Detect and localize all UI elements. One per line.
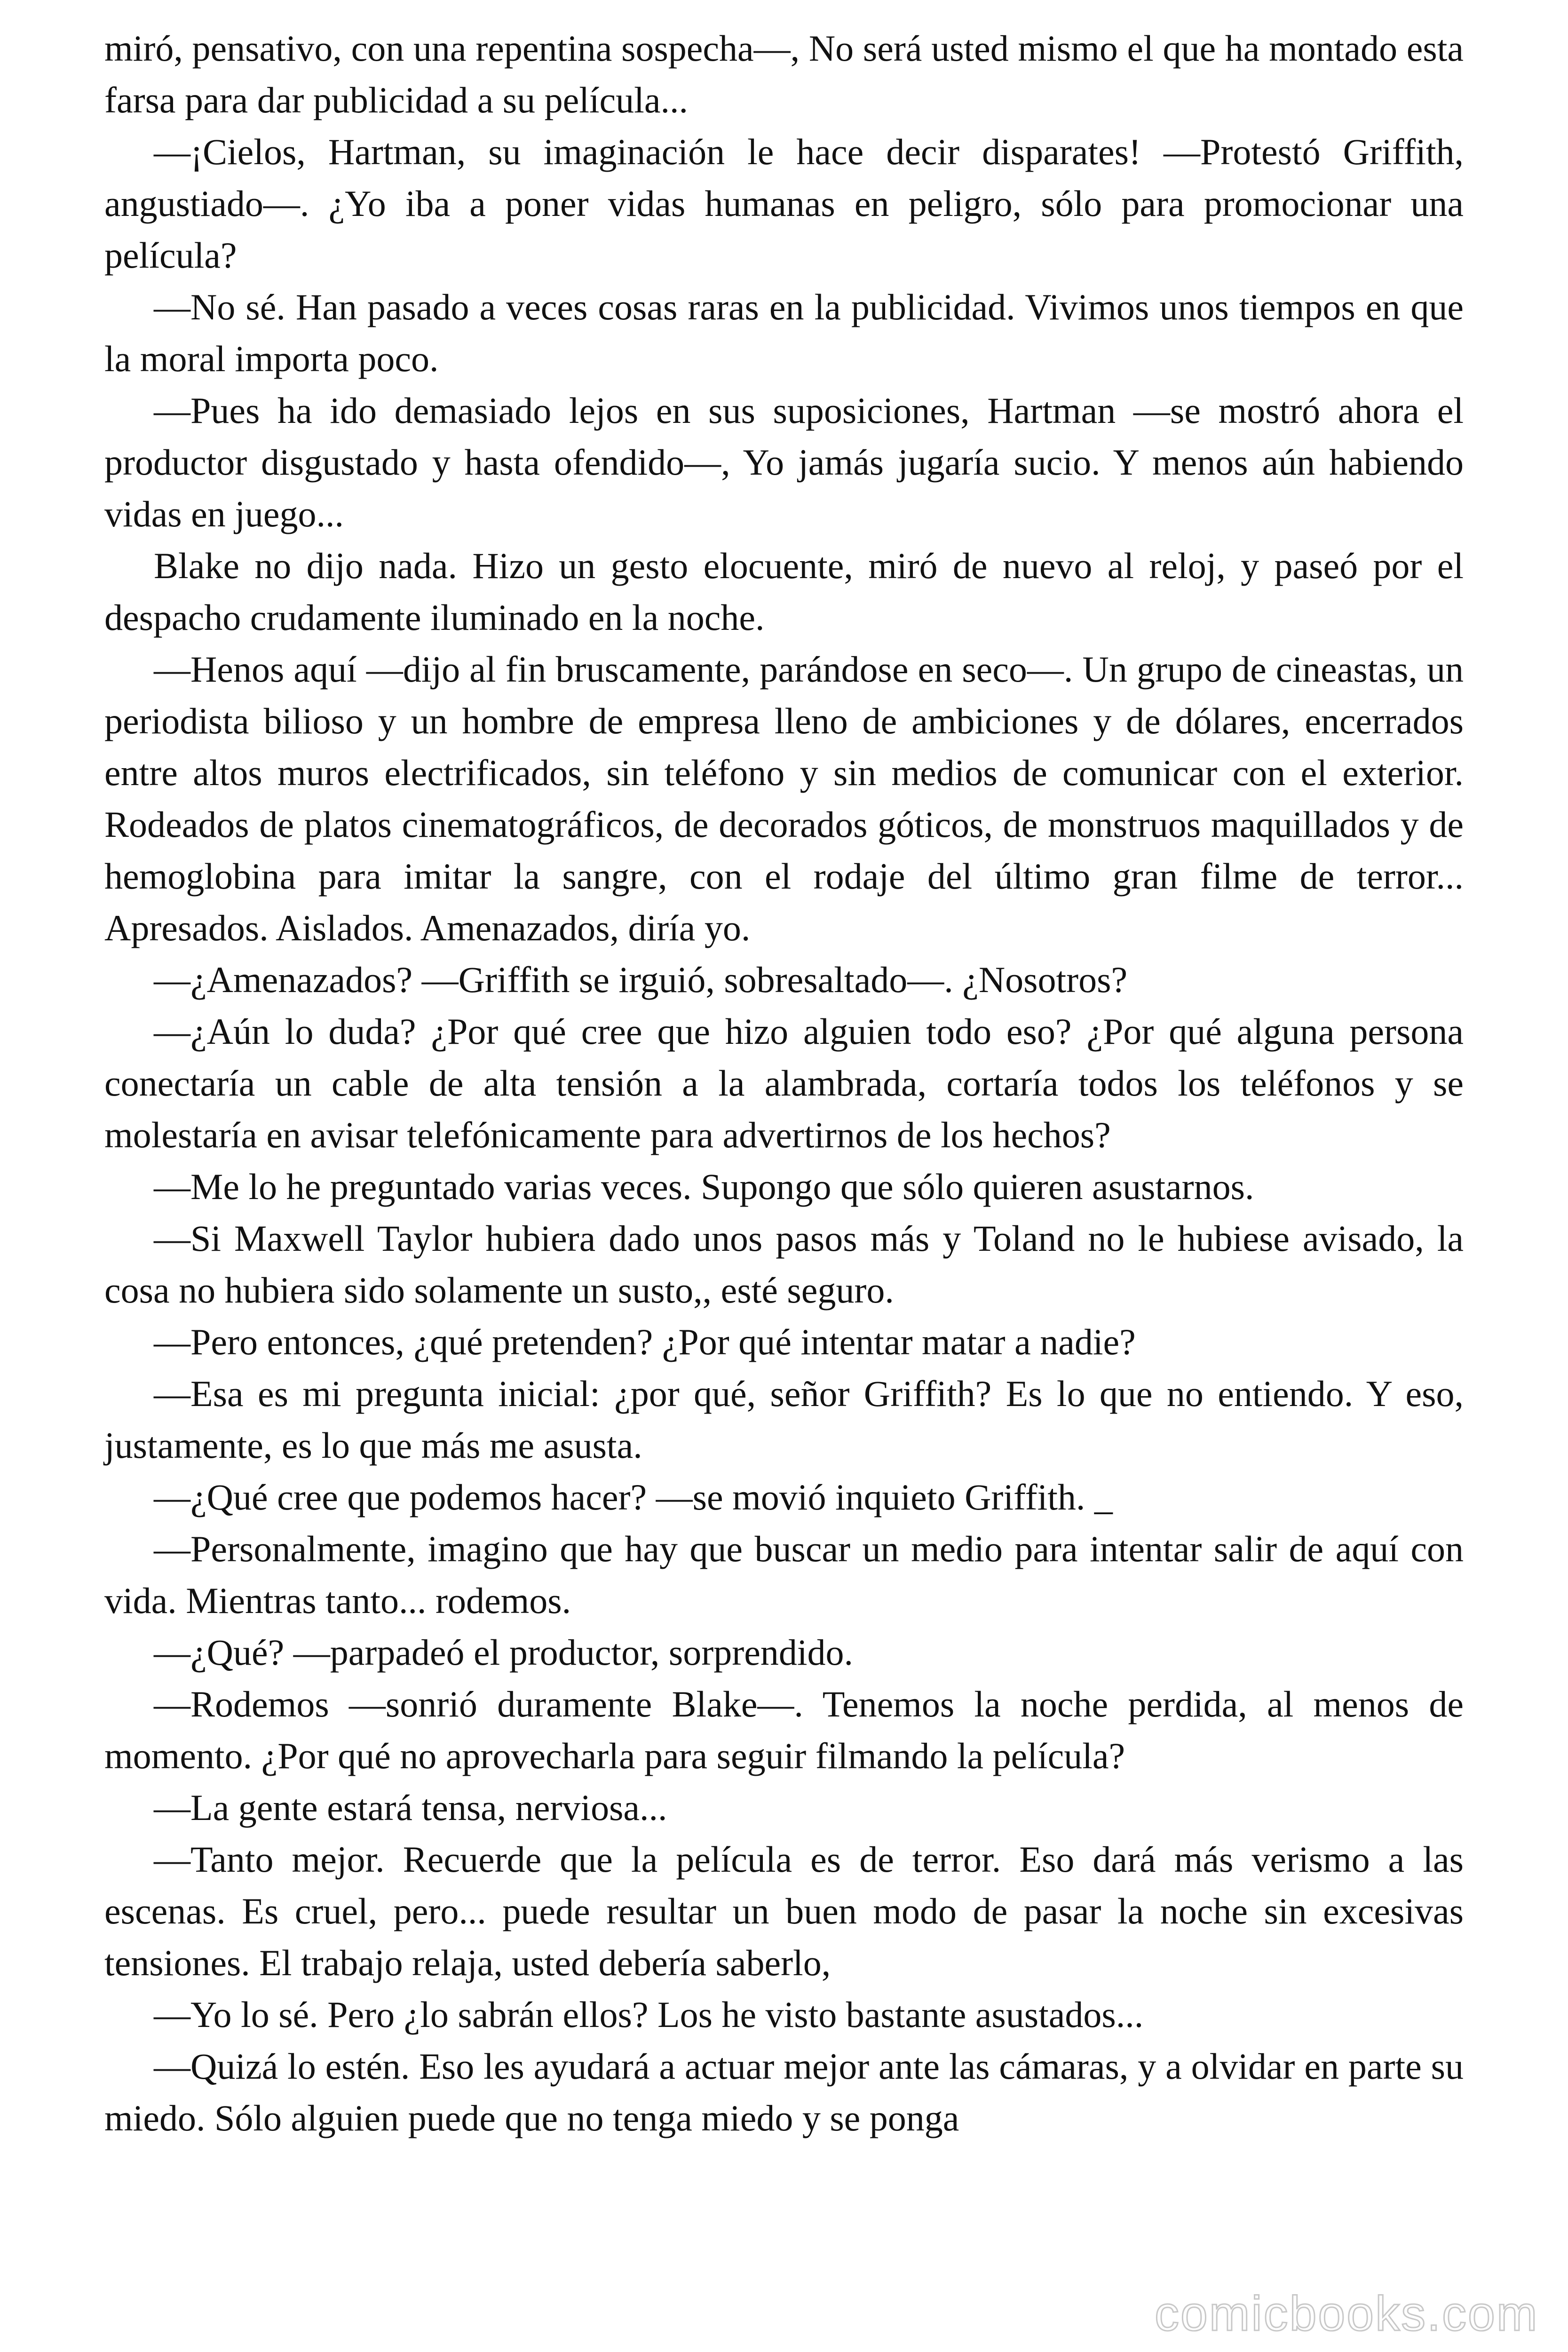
paragraph: —Esa es mi pregunta inicial: ¿por qué, señor Griffith? Es lo que no entiendo. Y eso, justamente, es lo que más me asusta. xyxy=(104,1373,1464,1466)
paragraph: —¿Aún lo duda? ¿Por qué cree que hizo alguien todo eso? ¿Por qué alguna persona conectaría un cable de alta tensión a la alambrada, cortaría todos los teléfonos y se molestaría en avisar telefónicamente para advertirnos de los hechos? xyxy=(104,1011,1464,1155)
paragraph: —Quizá lo estén. Eso les ayudará a actuar mejor ante las cámaras, y a olvidar en parte su miedo. Sólo alguien puede que no tenga miedo y se ponga xyxy=(104,2046,1464,2138)
paragraph: —Tanto mejor. Recuerde que la película es de terror. Eso dará más verismo a las escenas. Es cruel, pero... puede resultar un buen modo de pasar la noche sin excesivas tensiones. El trabajo relaja, usted debería saberlo, xyxy=(104,1839,1464,1983)
paragraph: —¿Qué cree que podemos hacer? —se movió inquieto Griffith. _ xyxy=(154,1477,1113,1518)
paragraph: —Personalmente, imagino que hay que buscar un medio para intentar salir de aquí con vida. Mientras tanto... rodemos. xyxy=(104,1528,1464,1621)
paragraph: —Yo lo sé. Pero ¿lo sabrán ellos? Los he visto bastante asustados... xyxy=(154,1994,1144,2035)
paragraph: —Henos aquí —dijo al fin bruscamente, parándose en seco—. Un grupo de cineastas, un periodista bilioso y un hombre de empresa lleno de ambiciones y de dólares, encerrados entre altos muros electrificados, sin teléfono y sin medios de comunicar con el exterior. Rodeados de platos cinematográficos, de decorados góticos, de monstruos maquillados y de hemoglobina para imitar la sangre, con el rodaje del último gran filme de terror... Apresados. Aislados. Amenazados, diría yo. xyxy=(104,649,1464,948)
paragraph: Blake no dijo nada. Hizo un gesto elocuente, miró de nuevo al reloj, y paseó por el despacho crudamente iluminado en la noche. xyxy=(104,545,1464,638)
watermark: comicbooks.com xyxy=(1155,2287,1539,2341)
paragraph: —No sé. Han pasado a veces cosas raras en la publicidad. Vivimos unos tiempos en que la moral importa poco. xyxy=(104,286,1464,379)
paragraph: —La gente estará tensa, nerviosa... xyxy=(154,1787,667,1828)
paragraph: —Pero entonces, ¿qué pretenden? ¿Por qué intentar matar a nadie? xyxy=(154,1321,1136,1362)
paragraph: —¡Cielos, Hartman, su imaginación le hace decir disparates! —Protestó Griffith, angustiado—. ¿Yo iba a poner vidas humanas en peligro, sólo para promocionar una película? xyxy=(104,131,1464,276)
book-page xyxy=(104,23,1464,2328)
page-text-body xyxy=(104,23,1464,2144)
paragraph: —Rodemos —sonrió duramente Blake—. Tenemos la noche perdida, al menos de momento. ¿Por qué no aprovecharla para seguir filmando la película? xyxy=(104,1684,1464,1776)
paragraph: —Pues ha ido demasiado lejos en sus suposiciones, Hartman —se mostró ahora el productor disgustado y hasta ofendido—, Yo jamás jugaría sucio. Y menos aún habiendo vidas en juego... xyxy=(104,390,1464,534)
paragraph: —¿Amenazados? —Griffith se irguió, sobresaltado—. ¿Nosotros? xyxy=(154,959,1128,1000)
paragraph: miró, pensativo, con una repentina sospecha—, No será usted mismo el que ha montado esta farsa para dar publicidad a su película... xyxy=(104,28,1464,120)
paragraph: —Si Maxwell Taylor hubiera dado unos pasos más y Toland no le hubiese avisado, la cosa no hubiera sido solamente un susto,, esté seguro. xyxy=(104,1218,1464,1311)
paragraph: —Me lo he preguntado varias veces. Supongo que sólo quieren asustarnos. xyxy=(154,1166,1254,1207)
paragraph: —¿Qué? —parpadeó el productor, sorprendido. xyxy=(154,1632,854,1673)
